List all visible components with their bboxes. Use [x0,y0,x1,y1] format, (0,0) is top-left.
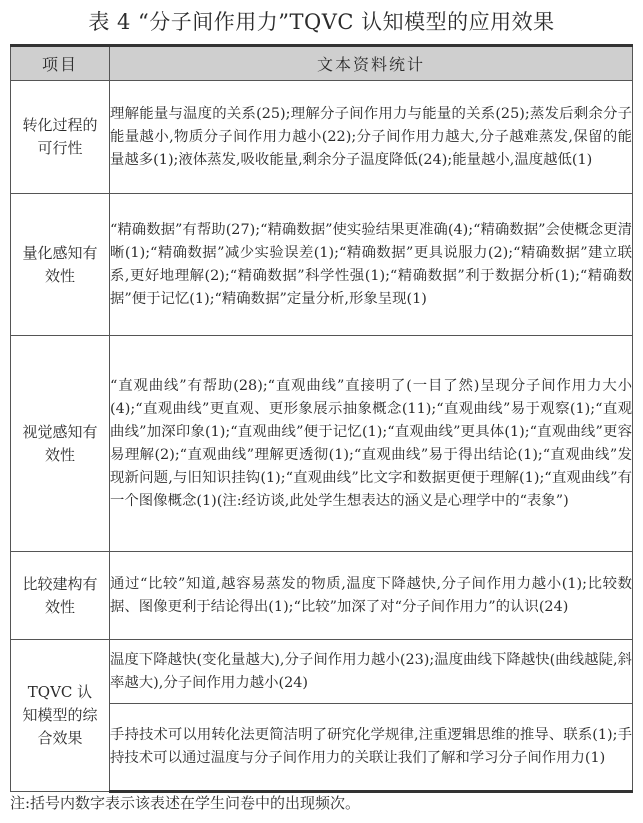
row-text-cell: “精确数据”有帮助(27);“精确数据”使实验结果更准确(4);“精确数据”会使概念更清晰(1);“精确数据”减少实验误差(1);“精确数据”更具说服力(2);“精确数据”建立联系,更好地理解(2);“精确数据”科学性强(1);“精确数据”利于数据分析(1);“精确数据”便于记忆(1);“精确数据”定量分析,形象呈现(1) [110,194,633,336]
row-item-cell [11,81,110,194]
table-row [11,194,633,336]
row-item-cell [11,552,110,640]
row-item-label: 量化感知有效性 [22,243,98,285]
row-item-cell [11,336,110,552]
table-row [11,552,633,640]
row-item-cell [11,194,110,336]
results-table [10,44,633,793]
row-item-label: 转化过程的可行性 [22,116,98,157]
table-header-row [11,46,633,81]
row-text-cell: 通过“比较”知道,越容易蒸发的物质,温度下降越快,分子间作用力越小(1);比较数据、图像更利于结论得出(1);“比较”加深了对“分子间作用力”的认识(24) [110,552,633,640]
table-note: 注:括号内数字表示该表述在学生问卷中的出现频次。 [10,794,361,812]
header-stats: 文本资料统计 [110,46,633,81]
row-text-cell: “直观曲线”有帮助(28);“直观曲线”直接明了(一目了然)呈现分子间作用力大小(4);“直观曲线”更直观、更形象展示抽象概念(11);“直观曲线”易于观察(1);“直观曲线”加深印象(1);“直观曲线”便于记忆(1);“直观曲线”更具体(1);“直观曲线”更容易理解(2);“直观曲线”理解更透彻(1);“直观曲线”易于得出结论(1);“直观曲线”发现新问题,与旧知识挂钩(1);“直观曲线”比文字和数据更便于理解(1);“直观曲线”有一个图像概念(1)(注:经访谈,此处学生想表达的涵义是心理学中的“表象”) [110,336,633,552]
row-text-cell: 理解能量与温度的关系(25);理解分子间作用力与能量的关系(25);蒸发后剩余分子能量越小,物质分子间作用力越小(22);分子间作用力越大,分子越难蒸发,保留的能量越多(1);液体蒸发,吸收能量,剩余分子温度降低(24);能量越小,温度越低(1) [110,81,633,194]
row-item-label: 比较建构有效性 [22,574,98,616]
table-row [11,336,633,552]
table-row [11,81,633,194]
header-item: 项目 [11,46,110,81]
table-title: 表 4 “分子间作用力”TQVC 认知模型的应用效果 [88,10,555,34]
row-text-cell-b: 手持技术可以用转化法更简洁明了研究化学规律,注重逻辑思维的推导、联系(1);手持技术可以通过温度与分子间作用力的关联让我们了解和学习分子间作用力(1) [110,704,633,792]
row-item-cell [11,640,110,792]
row-text-cell-a: 温度下降越快(变化量越大),分子间作用力越小(23);温度曲线下降越快(曲线越陡,斜率越大),分子间作用力越小(24) [110,640,633,704]
row-item-label: TQVC 认知模型的综合效果 [22,683,98,747]
row-item-label: 视觉感知有效性 [22,422,98,464]
table-row [11,640,633,704]
